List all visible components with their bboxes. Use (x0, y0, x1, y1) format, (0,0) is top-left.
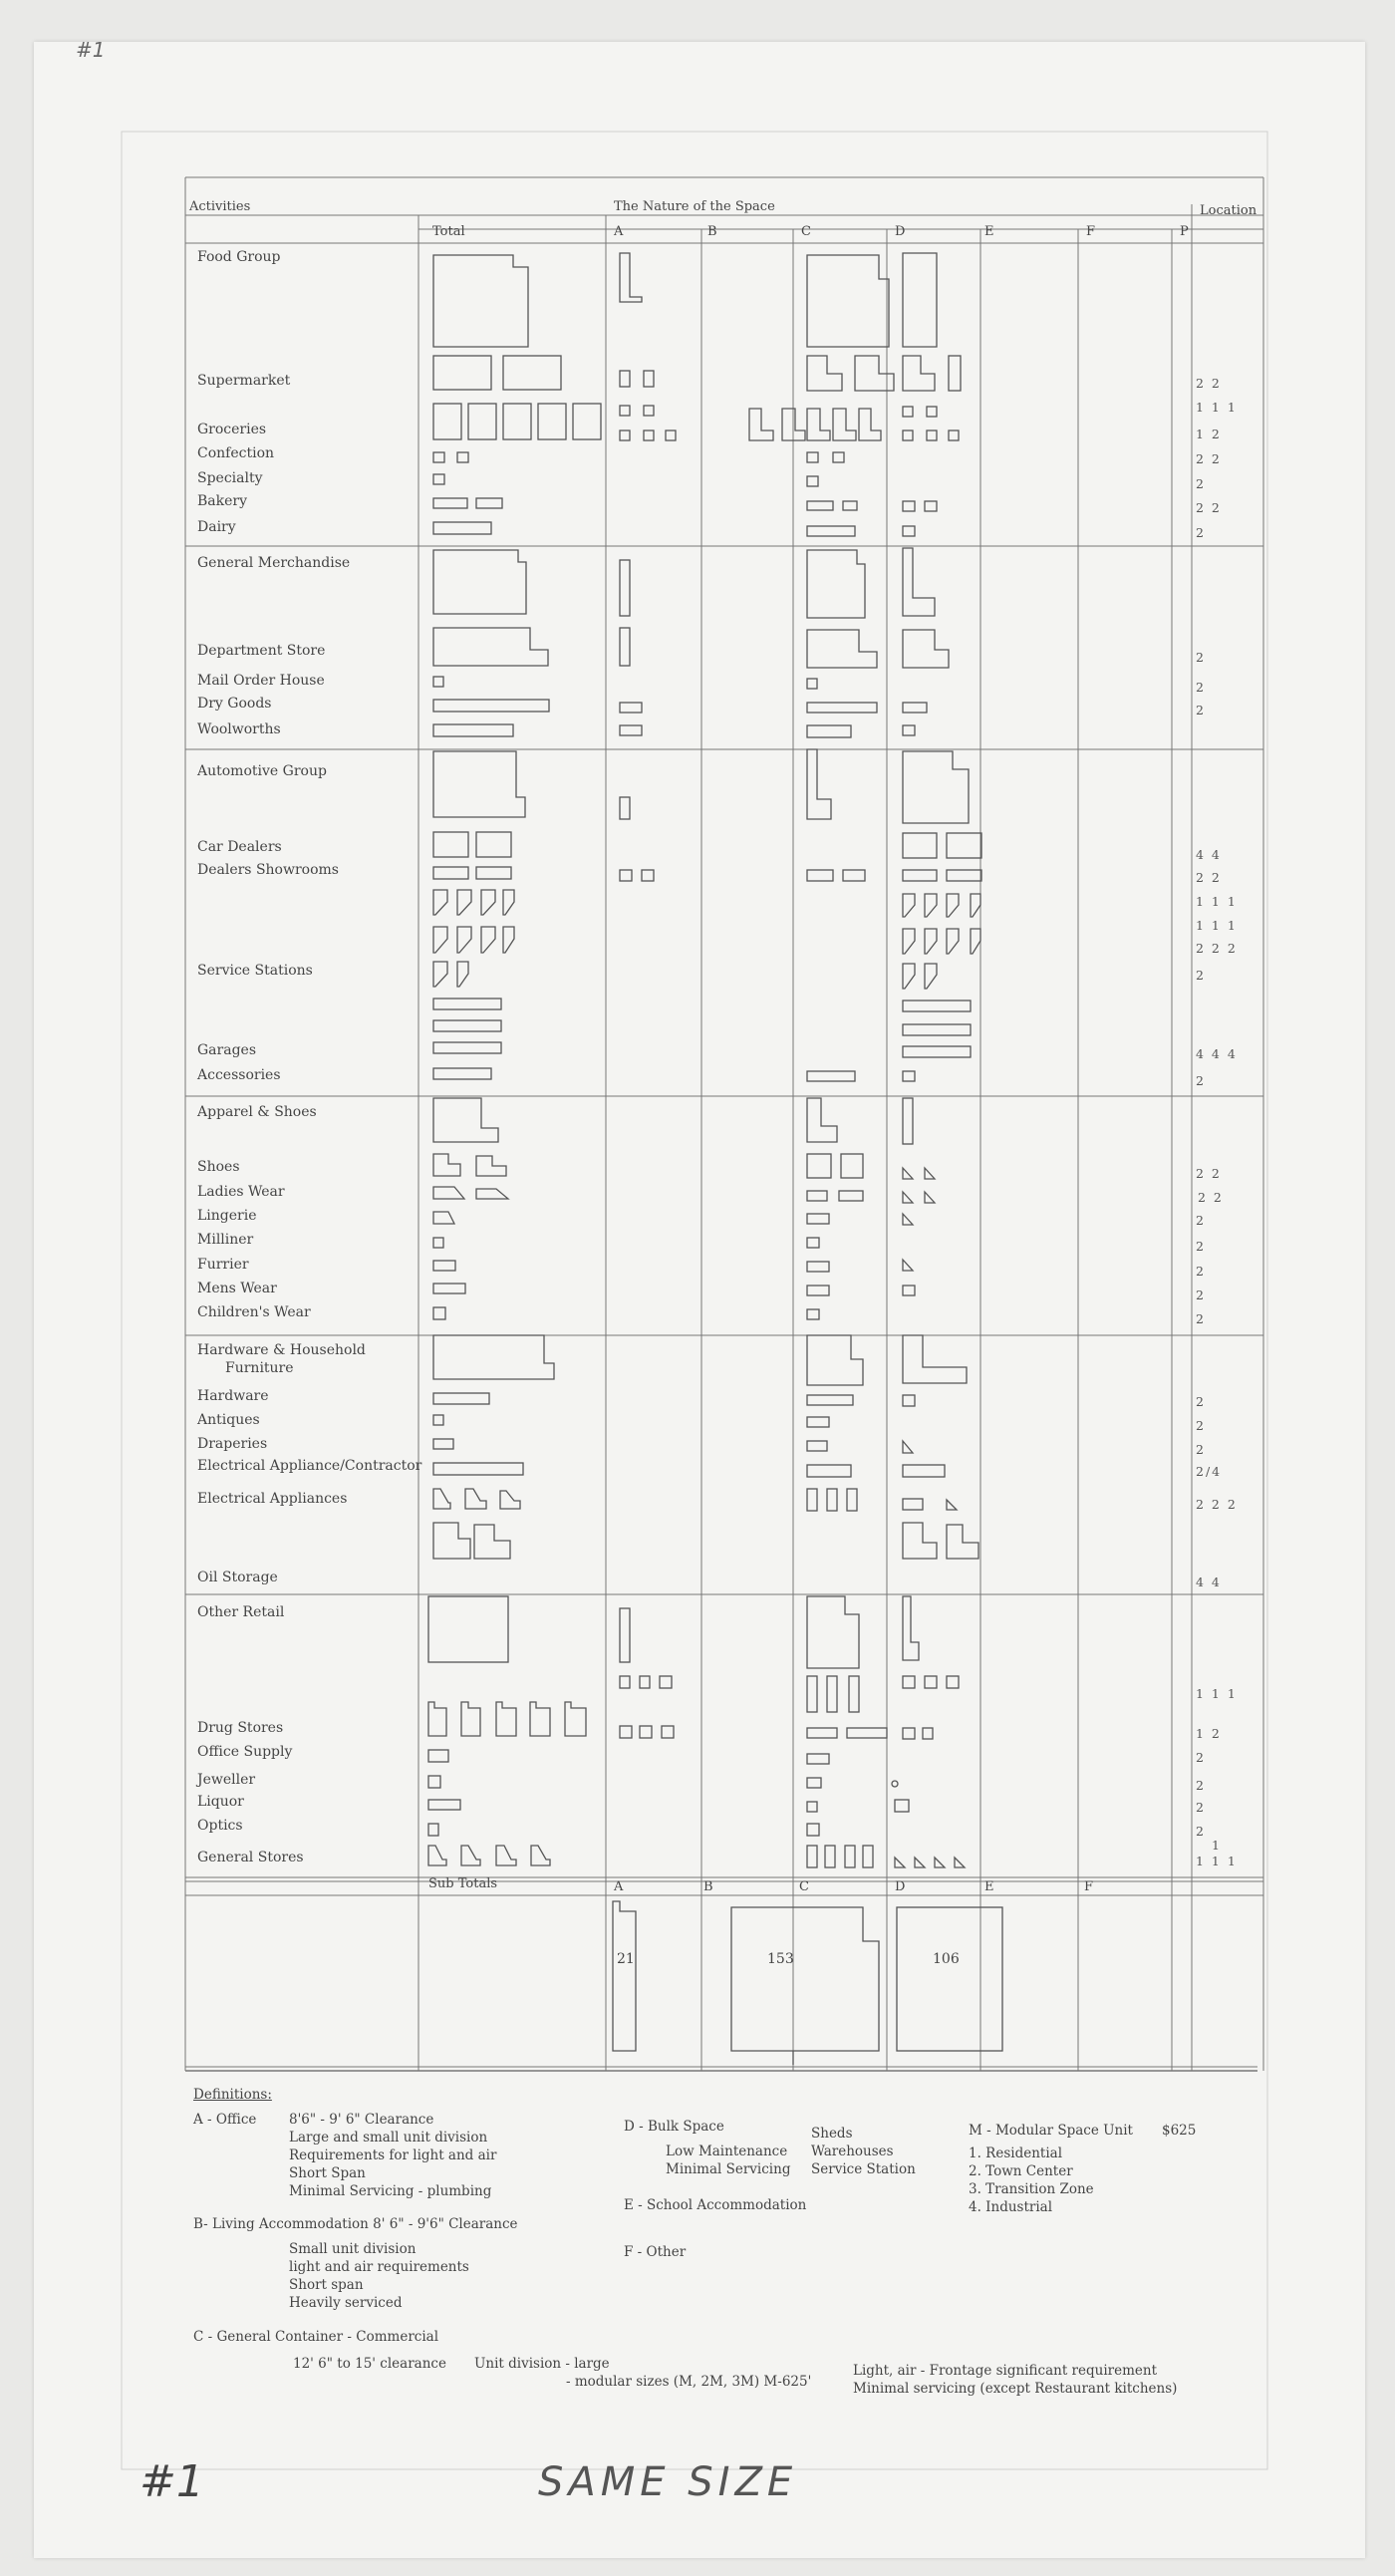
handwritten-sheet-number: #1 (76, 38, 106, 62)
location-mail-order-house: 2 (1196, 680, 1206, 695)
location-lingerie: 2 (1196, 1213, 1206, 1228)
location-liquor: 2 (1196, 1800, 1206, 1815)
location-supermarket-2: 1 1 1 (1196, 400, 1238, 415)
location-auto-row-1: 1 1 1 (1196, 894, 1238, 909)
subtotals-col-d: D (895, 1879, 906, 1894)
activity-liquor: Liquor (197, 1794, 244, 1810)
subtotals-col-b: B (703, 1879, 713, 1894)
def-d-5: Service Station (811, 2161, 916, 2177)
col-d-header: D (895, 224, 906, 239)
location-electrical-appliances: 2 2 2 (1196, 1497, 1238, 1512)
def-e-title: E - School Accommodation (624, 2197, 807, 2213)
def-m-1: 1. Residential (969, 2146, 1063, 2161)
activity-food-group: Food Group (197, 249, 281, 265)
location-dairy: 2 (1196, 525, 1206, 540)
activity-garages: Garages (197, 1042, 257, 1058)
activity-oil-storage: Oil Storage (197, 1570, 278, 1585)
location-drug-stores: 1 2 (1196, 1726, 1222, 1741)
def-d-3: Sheds (811, 2126, 853, 2142)
activity-electrical-contractor: Electrical Appliance/Contractor (197, 1458, 422, 1474)
location-ladies-wear: 2 2 (1198, 1190, 1224, 1205)
subtotals-col-a: A (614, 1879, 624, 1894)
subtotals-label: Sub Totals (428, 1876, 498, 1891)
activity-department-store: Department Store (197, 643, 326, 659)
activity-draperies: Draperies (197, 1436, 268, 1452)
def-m-value: $625 (1162, 2123, 1197, 2139)
activity-electrical-appliances: Electrical Appliances (197, 1491, 348, 1507)
def-a-2: Requirements for light and air (289, 2147, 497, 2163)
subtotals-col-e: E (984, 1879, 994, 1894)
activity-other-retail: Other Retail (197, 1604, 285, 1620)
def-b-1: Small unit division (289, 2241, 417, 2257)
activity-dry-goods: Dry Goods (197, 696, 272, 712)
def-m-3: 3. Transition Zone (969, 2181, 1094, 2197)
def-c-1: 12' 6" to 15' clearance (293, 2356, 446, 2372)
activity-groceries: Groceries (197, 422, 267, 437)
def-c-title: C - General Container - Commercial (193, 2329, 439, 2345)
activity-confection: Confection (197, 445, 275, 461)
def-d-title: D - Bulk Space (624, 2119, 724, 2135)
handwritten-same-size-note: SAME SIZE (538, 2459, 798, 2505)
location-office-supply: 2 (1196, 1750, 1206, 1765)
def-m-4: 4. Industrial (969, 2199, 1053, 2215)
activities-header: Activities (189, 199, 251, 214)
location-service-stations: 2 (1196, 968, 1206, 983)
def-b-title: B- Living Accommodation 8' 6" - 9'6" Clearance (193, 2216, 518, 2232)
location-electrical-contractor: 2/4 (1196, 1464, 1223, 1479)
activity-optics: Optics (197, 1818, 243, 1834)
activity-accessories: Accessories (197, 1067, 281, 1083)
activity-mail-order-house: Mail Order House (197, 673, 325, 689)
activity-woolworths: Woolworths (197, 721, 281, 737)
activity-service-stations: Service Stations (197, 963, 313, 979)
location-supermarket: 2 2 (1196, 376, 1222, 391)
def-d-1: Low Maintenance (666, 2144, 788, 2159)
location-department-store: 2 (1196, 650, 1206, 665)
location-hardware: 2 (1196, 1394, 1206, 1409)
def-c-2: Unit division - large (474, 2356, 610, 2372)
col-e-header: E (984, 224, 994, 239)
location-general-stores: 1 1 1 (1196, 1854, 1238, 1868)
col-c-header: C (801, 224, 811, 239)
activity-mens-wear: Mens Wear (197, 1281, 277, 1296)
activity-bakery: Bakery (197, 493, 248, 509)
def-b-2: light and air requirements (289, 2259, 469, 2275)
location-antiques: 2 (1196, 1418, 1206, 1433)
location-draperies: 2 (1196, 1442, 1206, 1457)
location-optics: 2 (1196, 1824, 1206, 1839)
activity-dairy: Dairy (197, 519, 236, 535)
def-m-2: 2. Town Center (969, 2163, 1073, 2179)
activity-office-supply: Office Supply (197, 1744, 293, 1760)
subtotal-a-value: 21 (617, 1951, 635, 1967)
location-dry-goods: 2 (1196, 703, 1206, 717)
location-auto-row-2: 1 1 1 (1196, 918, 1238, 933)
def-d-2: Minimal Servicing (666, 2161, 791, 2177)
location-car-dealers: 4 4 (1196, 847, 1222, 862)
activity-general-merchandise: General Merchandise (197, 555, 351, 571)
location-groceries: 1 2 (1196, 427, 1222, 441)
location-mens-wear: 2 (1196, 1288, 1206, 1302)
subtotals-col-f: F (1084, 1879, 1094, 1894)
def-a-4: Minimal Servicing - plumbing (289, 2183, 492, 2199)
activity-ladies-wear: Ladies Wear (197, 1184, 285, 1200)
location-bakery: 2 2 (1196, 500, 1222, 515)
activity-hardware-household: Hardware & Household (197, 1342, 366, 1358)
location-accessories: 2 (1196, 1073, 1206, 1088)
col-p-header: P (1180, 224, 1189, 239)
activity-supermarket: Supermarket (197, 373, 291, 389)
subtotals-col-c: C (799, 1879, 809, 1894)
def-c-3: - modular sizes (M, 2M, 3M) M-625' (566, 2374, 812, 2390)
activity-hardware: Hardware (197, 1388, 269, 1404)
location-dealers-showrooms: 2 2 (1196, 870, 1222, 885)
space-diagrams (428, 253, 1002, 2065)
location-auto-row-3: 2 2 2 (1196, 941, 1238, 956)
def-c-4: Light, air - Frontage significant requirement (853, 2363, 1158, 2379)
location-jeweller: 2 (1196, 1778, 1206, 1793)
def-a-clearance: 8'6" - 9' 6" Clearance (289, 2112, 434, 2128)
location-specialty: 2 (1196, 476, 1206, 491)
activity-dealers-showrooms: Dealers Showrooms (197, 862, 339, 878)
def-f-title: F - Other (624, 2244, 687, 2260)
location-confection: 2 2 (1196, 451, 1222, 466)
activity-milliner: Milliner (197, 1232, 254, 1248)
activity-jeweller: Jeweller (197, 1772, 256, 1788)
def-b-4: Heavily serviced (289, 2295, 403, 2311)
subtotal-c-value: 153 (767, 1951, 794, 1967)
location-childrens-wear: 2 (1196, 1311, 1206, 1326)
location-shoes: 2 2 (1196, 1166, 1222, 1181)
activity-automotive-group: Automotive Group (197, 763, 327, 779)
subtotal-d-value: 106 (933, 1951, 960, 1967)
location-optics-2: 1 (1212, 1838, 1222, 1853)
activity-antiques: Antiques (197, 1412, 260, 1428)
activity-childrens-wear: Children's Wear (197, 1304, 311, 1320)
activity-furrier: Furrier (197, 1257, 249, 1273)
nature-of-space-header: The Nature of the Space (614, 199, 775, 214)
def-c-5: Minimal servicing (except Restaurant kitchens) (853, 2381, 1178, 2397)
activity-furniture: Furniture (225, 1360, 294, 1376)
def-a-title: A - Office (193, 2112, 257, 2128)
definitions-title: Definitions: (193, 2087, 272, 2103)
col-b-header: B (707, 224, 717, 239)
activity-drug-stores: Drug Stores (197, 1720, 284, 1736)
activity-car-dealers: Car Dealers (197, 839, 282, 855)
def-d-4: Warehouses (811, 2144, 894, 2159)
location-furrier: 2 (1196, 1264, 1206, 1279)
activity-specialty: Specialty (197, 470, 263, 486)
location-header: Location (1200, 203, 1257, 218)
def-b-3: Short span (289, 2277, 364, 2293)
location-other-retail: 1 1 1 (1196, 1686, 1238, 1701)
total-header: Total (432, 224, 465, 239)
col-a-header: A (614, 224, 624, 239)
location-garages: 4 4 4 (1196, 1046, 1238, 1061)
activity-lingerie: Lingerie (197, 1208, 257, 1224)
activity-shoes: Shoes (197, 1159, 240, 1175)
col-f-header: F (1086, 224, 1096, 239)
def-m-title: M - Modular Space Unit (969, 2123, 1133, 2139)
location-oil-storage: 4 4 (1196, 1574, 1222, 1589)
handwritten-bottom-number: #1 (140, 2456, 204, 2507)
activity-general-stores: General Stores (197, 1850, 304, 1865)
activity-apparel-shoes: Apparel & Shoes (197, 1104, 317, 1120)
def-a-1: Large and small unit division (289, 2130, 488, 2146)
def-a-3: Short Span (289, 2165, 366, 2181)
location-milliner: 2 (1196, 1239, 1206, 1254)
